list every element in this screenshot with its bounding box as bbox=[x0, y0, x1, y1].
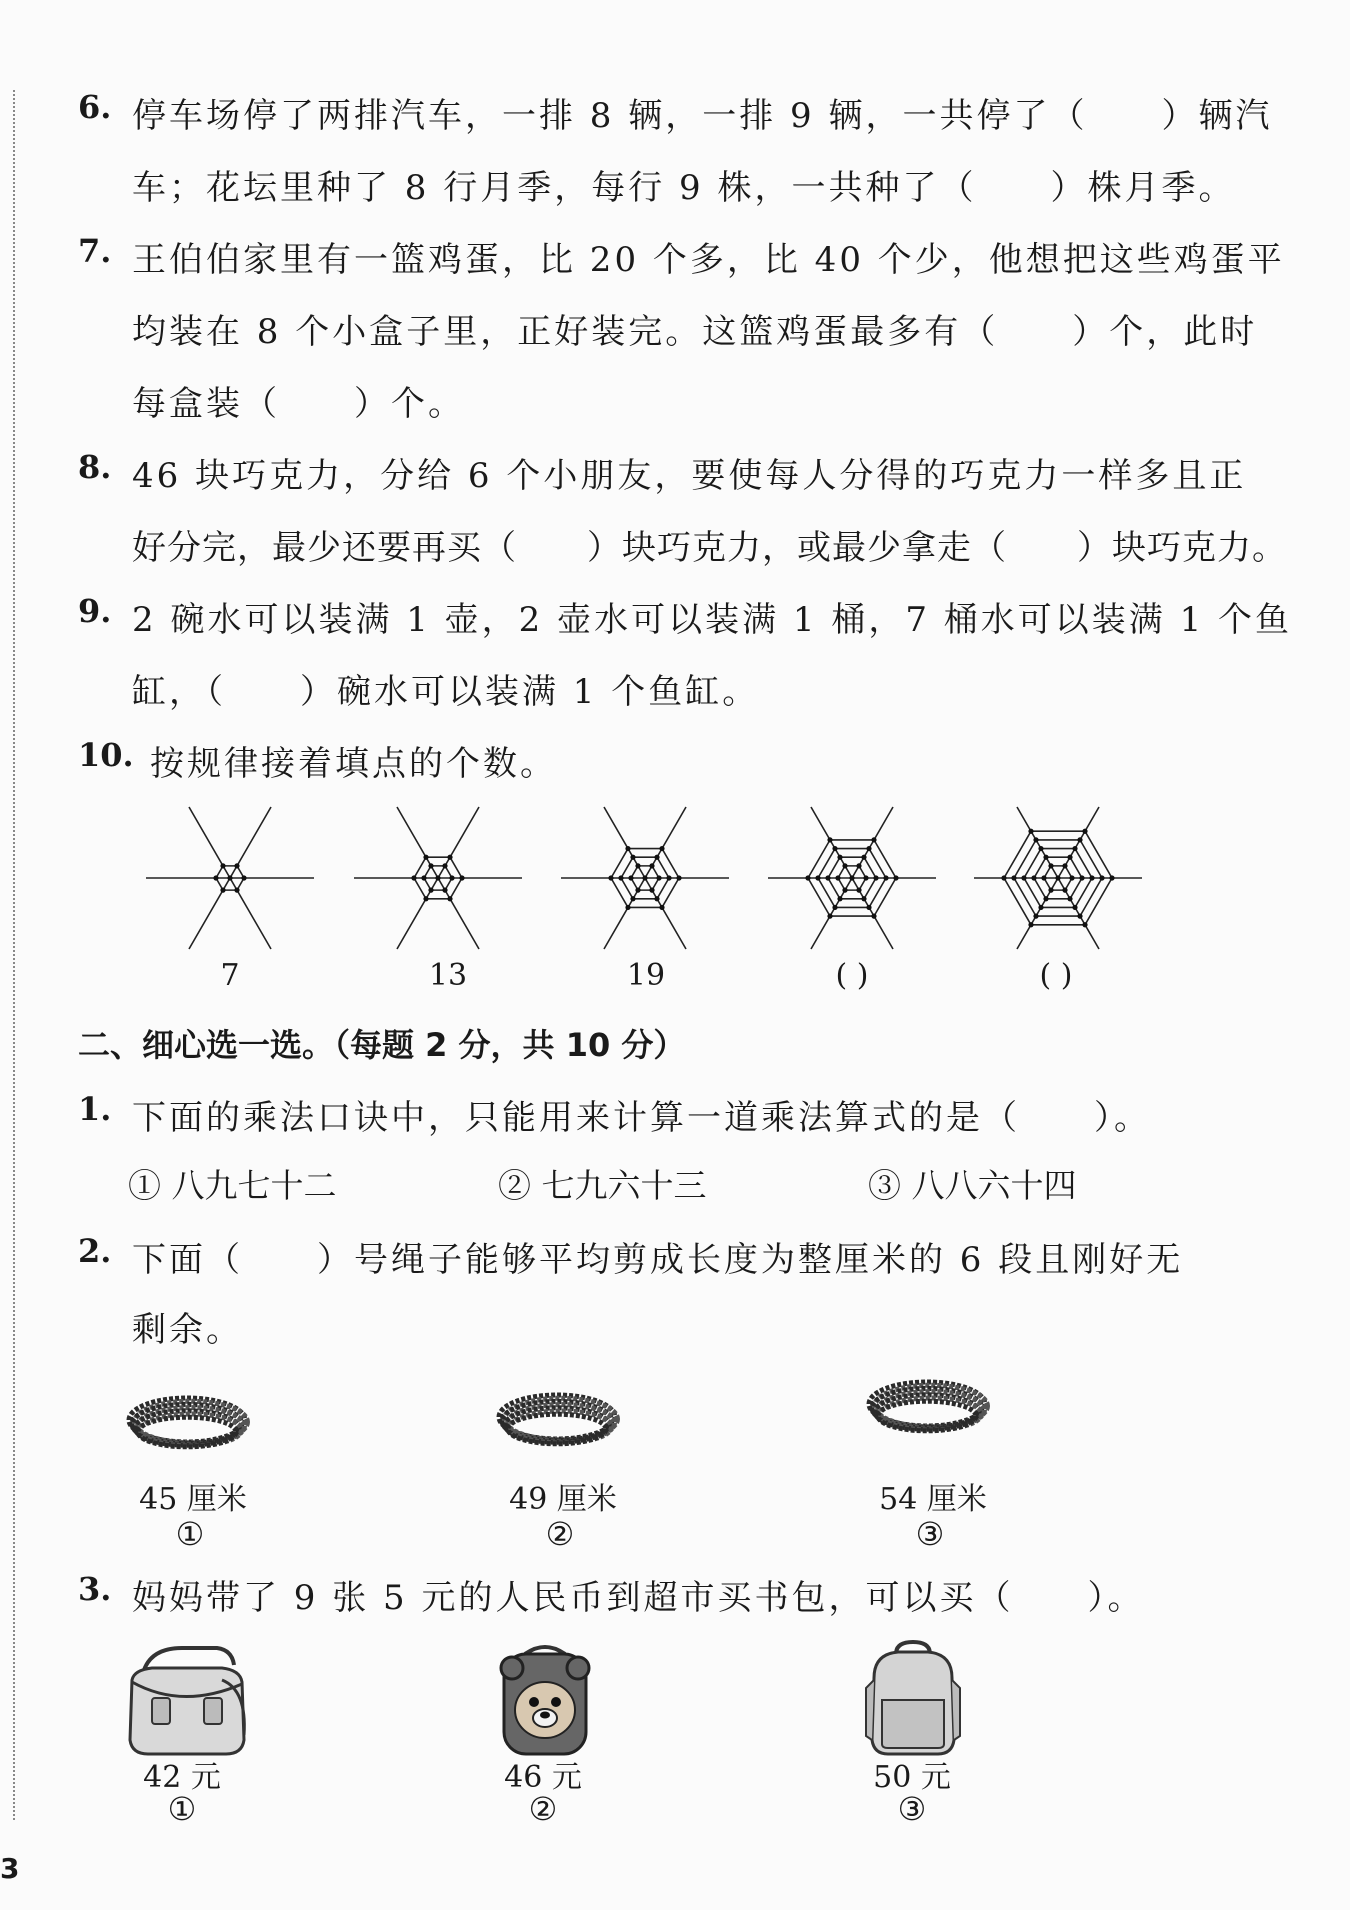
web-dot bbox=[220, 888, 225, 893]
web-dot bbox=[1048, 888, 1053, 893]
web-dot bbox=[428, 888, 433, 893]
web-dot bbox=[649, 888, 654, 893]
web-dot bbox=[1038, 905, 1043, 910]
web-figure bbox=[974, 807, 1142, 949]
web-dot bbox=[827, 837, 832, 842]
choice-1-option-1: ① 八九七十二 bbox=[128, 1166, 337, 1205]
web-dot bbox=[883, 875, 888, 880]
web-label-5: ( ) bbox=[1039, 958, 1073, 993]
bag-2-mark: ② bbox=[528, 1790, 558, 1828]
web-dot bbox=[1077, 914, 1082, 919]
web-dot bbox=[825, 875, 830, 880]
web-dot bbox=[815, 875, 820, 880]
web-dot bbox=[837, 855, 842, 860]
web-dot bbox=[1043, 855, 1048, 860]
web-dot bbox=[630, 855, 635, 860]
web-dot bbox=[649, 863, 654, 868]
web-dot bbox=[866, 846, 871, 851]
web-dot bbox=[1072, 905, 1077, 910]
web-dot bbox=[423, 855, 428, 860]
web-dot bbox=[625, 846, 630, 851]
web-center-dot bbox=[642, 875, 647, 880]
choice-1-option-2: ② 七九六十三 bbox=[498, 1166, 707, 1205]
web-dot bbox=[625, 905, 630, 910]
web-dot bbox=[1067, 896, 1072, 901]
web-center-dot bbox=[227, 875, 232, 880]
web-dot bbox=[842, 863, 847, 868]
web-dot bbox=[241, 875, 246, 880]
web-dot bbox=[459, 875, 464, 880]
web-dot bbox=[835, 875, 840, 880]
web-dot bbox=[805, 875, 810, 880]
web-dot bbox=[618, 875, 623, 880]
web-dot bbox=[1048, 863, 1053, 868]
web-dot bbox=[421, 875, 426, 880]
web-dot bbox=[871, 837, 876, 842]
web-center-dot bbox=[435, 875, 440, 880]
web-dot bbox=[656, 875, 661, 880]
web-dot bbox=[1001, 875, 1006, 880]
section-2-title: 二、细心选一选。（每题 2 分，共 10 分） bbox=[78, 1026, 686, 1064]
web-dot bbox=[1031, 875, 1036, 880]
web-dot bbox=[1077, 837, 1082, 842]
web-dot bbox=[1062, 863, 1067, 868]
web-dot bbox=[866, 905, 871, 910]
web-figure bbox=[146, 807, 314, 949]
web-dot bbox=[447, 855, 452, 860]
web-dot bbox=[442, 863, 447, 868]
web-figure bbox=[768, 807, 936, 949]
web-dot bbox=[856, 863, 861, 868]
web-dot bbox=[856, 888, 861, 893]
rope-3-mark: ③ bbox=[915, 1515, 945, 1553]
web-dot bbox=[1099, 875, 1104, 880]
web-dot bbox=[1041, 875, 1046, 880]
web-dot bbox=[1082, 922, 1087, 927]
web-dot bbox=[1072, 846, 1077, 851]
web-dot bbox=[1067, 855, 1072, 860]
web-dot bbox=[234, 863, 239, 868]
web-figure bbox=[354, 807, 522, 949]
web-dot bbox=[635, 888, 640, 893]
choice-1-option-3: ③ 八八六十四 bbox=[868, 1166, 1077, 1205]
rope-coil-icon bbox=[125, 1388, 255, 1468]
web-dot bbox=[442, 888, 447, 893]
web-dot bbox=[635, 863, 640, 868]
web-dot bbox=[837, 896, 842, 901]
web-dot bbox=[447, 896, 452, 901]
web-dot bbox=[628, 875, 633, 880]
web-dot bbox=[1028, 922, 1033, 927]
backpack-icon bbox=[858, 1640, 968, 1760]
web-dot bbox=[220, 863, 225, 868]
web-dot bbox=[1043, 896, 1048, 901]
web-dot bbox=[1062, 888, 1067, 893]
web-dot bbox=[659, 846, 664, 851]
web-dot bbox=[659, 905, 664, 910]
web-dot bbox=[1033, 914, 1038, 919]
rope-coil-icon bbox=[865, 1372, 995, 1462]
web-dot bbox=[1069, 875, 1074, 880]
web-dot bbox=[449, 875, 454, 880]
web-dot bbox=[411, 875, 416, 880]
web-dot bbox=[630, 896, 635, 901]
web-label-1: 7 bbox=[220, 958, 240, 993]
rope-3-length: 54 厘米 bbox=[879, 1482, 987, 1517]
web-dot bbox=[873, 875, 878, 880]
web-label-4: ( ) bbox=[835, 958, 869, 993]
bag-2-price: 46 元 bbox=[504, 1760, 582, 1795]
web-dot bbox=[863, 875, 868, 880]
web-dot bbox=[213, 875, 218, 880]
web-dot bbox=[1038, 846, 1043, 851]
web-dot bbox=[423, 896, 428, 901]
web-dot bbox=[654, 855, 659, 860]
web-dot bbox=[842, 888, 847, 893]
web-dot bbox=[428, 863, 433, 868]
web-dot bbox=[234, 888, 239, 893]
rope-2-mark: ② bbox=[545, 1515, 575, 1553]
rope-2-length: 49 厘米 bbox=[509, 1482, 617, 1517]
web-dot bbox=[1033, 837, 1038, 842]
rope-coil-icon bbox=[495, 1385, 625, 1465]
web-dot bbox=[827, 914, 832, 919]
web-figure bbox=[561, 807, 729, 949]
web-label-3: 19 bbox=[626, 958, 666, 993]
web-dot bbox=[676, 875, 681, 880]
web-label-2: 13 bbox=[428, 958, 468, 993]
web-center-dot bbox=[849, 875, 854, 880]
bag-3-price: 50 元 bbox=[873, 1760, 951, 1795]
bag-1-mark: ① bbox=[167, 1790, 197, 1828]
web-dot bbox=[893, 875, 898, 880]
bag-1-price: 42 元 bbox=[143, 1760, 221, 1795]
web-dot bbox=[608, 875, 613, 880]
rope-1-length: 45 厘米 bbox=[139, 1482, 247, 1517]
web-dot bbox=[1079, 875, 1084, 880]
web-dot bbox=[871, 914, 876, 919]
web-dot bbox=[654, 896, 659, 901]
web-center-dot bbox=[1055, 875, 1060, 880]
page-number: 3 bbox=[0, 1852, 20, 1885]
web-dot bbox=[1109, 875, 1114, 880]
bag-3-mark: ③ bbox=[897, 1790, 927, 1828]
web-dot bbox=[1082, 829, 1087, 834]
satchel-icon bbox=[122, 1640, 252, 1760]
web-dot bbox=[832, 905, 837, 910]
web-dot bbox=[1089, 875, 1094, 880]
web-dot bbox=[861, 855, 866, 860]
web-dot bbox=[861, 896, 866, 901]
rope-1-mark: ① bbox=[175, 1515, 205, 1553]
web-dot bbox=[1021, 875, 1026, 880]
web-dot bbox=[666, 875, 671, 880]
web-dot bbox=[832, 846, 837, 851]
bear-backpack-icon bbox=[490, 1640, 600, 1760]
web-dot bbox=[1028, 829, 1033, 834]
web-dot bbox=[1011, 875, 1016, 880]
